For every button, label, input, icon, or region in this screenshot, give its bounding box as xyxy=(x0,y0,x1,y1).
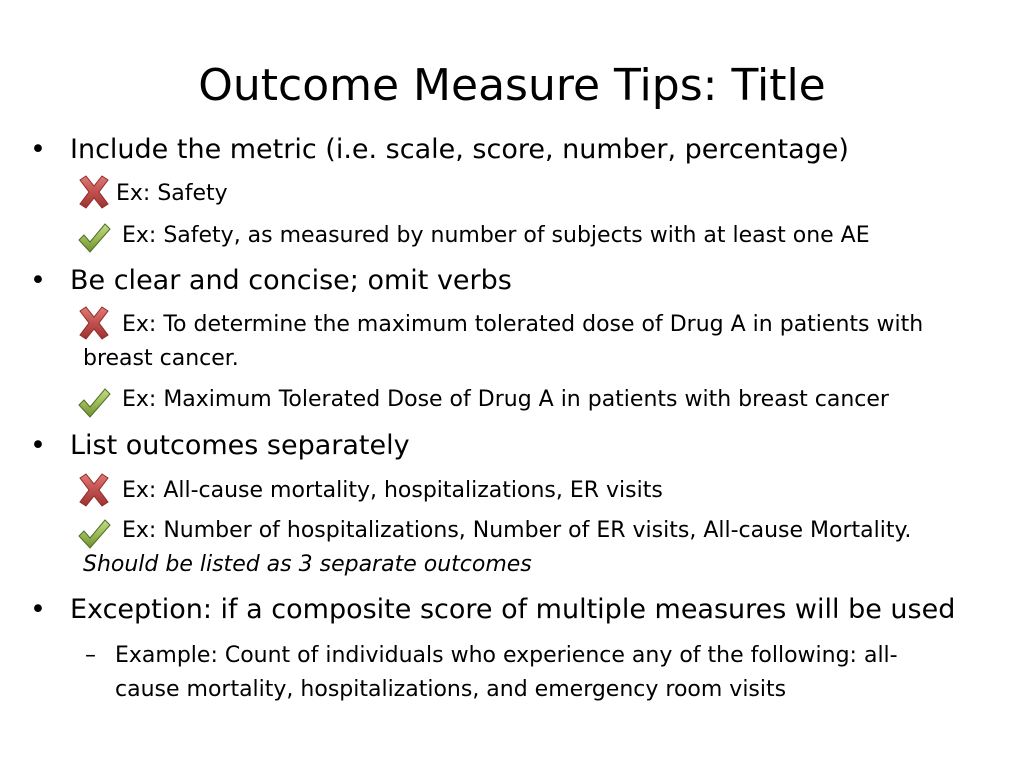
example-text: Ex: Safety, as measured by number of subjects with at least one AE xyxy=(122,223,870,248)
subitem-text: Example: Count of individuals who experience any of the following: all- xyxy=(115,643,898,668)
bullet-list-separately xyxy=(30,429,410,463)
subitem-text-continued: cause mortality, hospitalizations, and emergency room visits xyxy=(115,677,787,702)
bullet-dot: • xyxy=(30,430,46,461)
cross-icon xyxy=(77,174,111,210)
bullet-include-metric xyxy=(30,133,849,167)
bullet-dot: • xyxy=(30,265,46,296)
bullet-text: Exception: if a composite score of multiple measures will be used xyxy=(70,594,956,625)
example-text: Ex: Safety xyxy=(116,181,228,206)
example-text: Ex: Number of hospitalizations, Number of ER visits, All-cause Mortality. xyxy=(122,518,912,543)
example-text: Ex: All-cause mortality, hospitalizations, ER visits xyxy=(122,478,663,503)
bullet-text: List outcomes separately xyxy=(70,430,410,461)
bullet-text: Be clear and concise; omit verbs xyxy=(70,265,512,296)
check-icon xyxy=(77,220,111,256)
dash-marker: – xyxy=(85,643,96,668)
cross-icon xyxy=(77,472,111,508)
check-icon xyxy=(77,385,111,421)
check-icon xyxy=(77,516,111,552)
cross-icon xyxy=(77,305,111,341)
bullet-dot: • xyxy=(30,594,46,625)
example-text: Ex: To determine the maximum tolerated dose of Drug A in patients with xyxy=(122,312,924,337)
bullet-dot: • xyxy=(30,134,46,165)
example-text: Ex: Maximum Tolerated Dose of Drug A in patients with breast cancer xyxy=(122,387,889,412)
bullet-clear-concise xyxy=(30,264,512,298)
bullet-text: Include the metric (i.e. scale, score, number, percentage) xyxy=(70,134,849,165)
example-text-continued: breast cancer. xyxy=(83,346,239,371)
bullet-exception xyxy=(30,593,955,627)
slide-title: Outcome Measure Tips: Title xyxy=(198,60,826,111)
example-note: Should be listed as 3 separate outcomes xyxy=(83,552,532,577)
